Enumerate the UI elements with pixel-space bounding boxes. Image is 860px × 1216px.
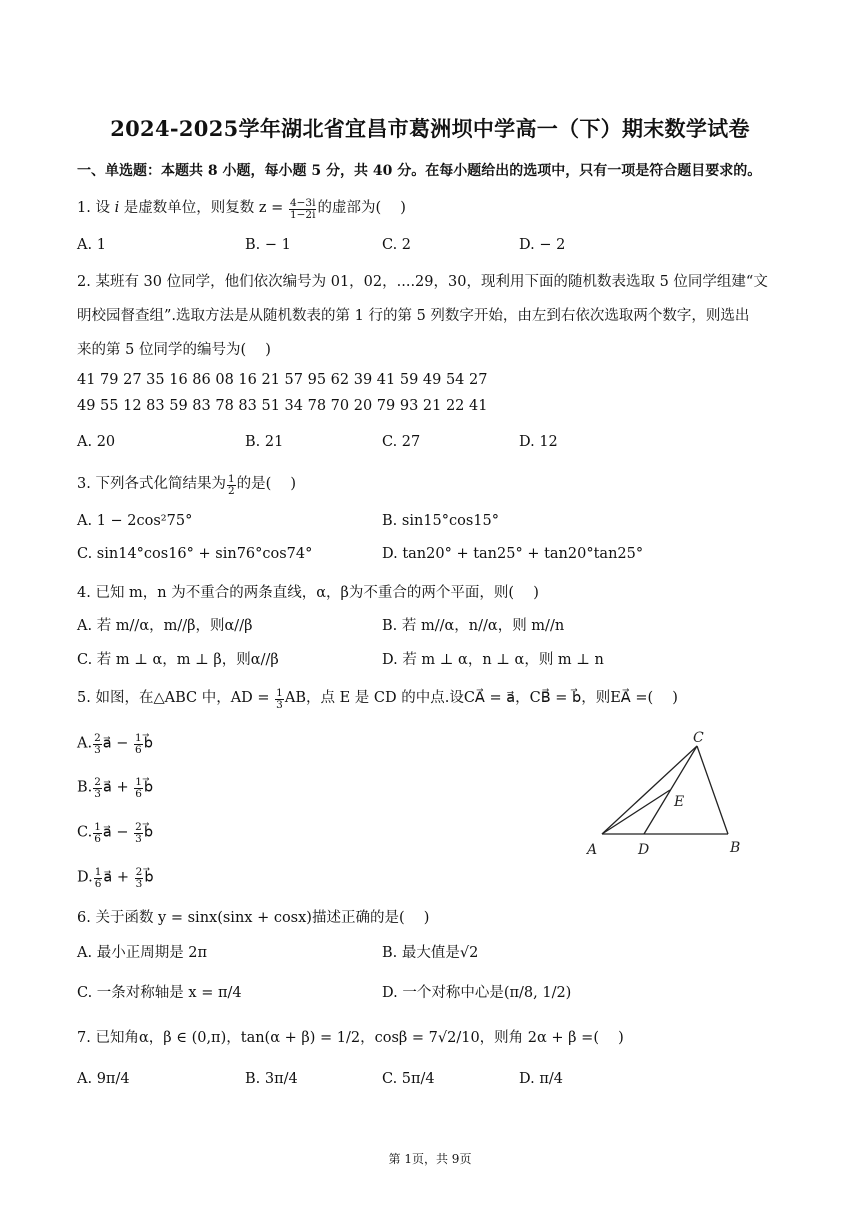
q1-frac-num: 4−3i <box>289 196 316 209</box>
q5-a-frac1 <box>93 733 102 756</box>
q5-c-n1: 1 <box>94 821 101 833</box>
q5-b-frac2 <box>134 777 143 800</box>
q1-option-d: D. − 2 <box>519 237 566 253</box>
edge-ac <box>602 746 697 834</box>
q3-fraction <box>227 474 236 497</box>
q1-text-a: 1. 设 <box>77 200 115 216</box>
q3-frac-num: 1 <box>227 472 235 485</box>
triangle-figure <box>582 726 782 866</box>
q5-c-frac2 <box>134 822 143 845</box>
q5-b-mid: a⃗ + <box>102 779 134 796</box>
q5-c-d1: 6 <box>94 833 101 846</box>
q5-option-a <box>77 733 153 756</box>
q5-b-end: b⃗ <box>143 779 154 796</box>
q2-random-table-row-2: 49 55 12 83 59 83 78 83 51 34 78 70 20 79 93 21 22 41 <box>77 398 488 414</box>
q2-option-d: D. 12 <box>519 434 558 450</box>
q2-stem-line-1: 2. 某班有 30 位同学，他们依次编号为 01，02，....29，30，现利用下面的随机数表选取 5 位同学组建“文 <box>77 274 768 290</box>
q5-a-mid: a⃗ − <box>102 735 134 752</box>
q5-b-label: B. <box>77 779 93 796</box>
q5-text-b: AB，点 E 是 CD 的中点.设CA⃗ = a⃗，CB⃗ = b⃗，则EA⃗ =( ) <box>284 690 678 706</box>
q4-option-d: D. 若 m ⊥ α，n ⊥ α，则 m ⊥ n <box>382 652 604 668</box>
q5-fraction <box>275 688 284 711</box>
question-1-stem <box>77 196 406 221</box>
q5-b-d1: 3 <box>94 788 101 801</box>
q5-c-mid: a⃗ − <box>102 824 134 841</box>
q7-option-d: D. π/4 <box>519 1071 563 1087</box>
edge-cb <box>697 746 728 834</box>
q5-option-d <box>77 867 154 890</box>
q1-fraction <box>289 198 317 221</box>
q5-c-n2: 2 <box>135 821 142 833</box>
label-e: E <box>674 794 685 810</box>
section-heading: 一、单选题：本题共 8 小题，每小题 5 分，共 40 分。在每小题给出的选项中，只有一项是符合题目要求的。 <box>77 163 762 179</box>
q3-frac-den: 2 <box>227 484 235 497</box>
q5-a-d1: 3 <box>94 744 101 757</box>
q5-d-n2: 2 <box>135 866 143 878</box>
q7-option-b: B. 3π/4 <box>245 1071 298 1087</box>
q5-d-d2: 3 <box>135 878 143 891</box>
question-4-stem: 4. 已知 m，n 为不重合的两条直线，α，β为不重合的两个平面，则( ) <box>77 585 539 601</box>
question-3-stem <box>77 472 296 497</box>
q5-d-n1: 1 <box>94 866 102 878</box>
q5-d-end: b⃗ <box>144 869 154 886</box>
q5-text-a: 5. 如图，在△ABC 中，AD = <box>77 690 275 706</box>
q3-option-a: A. 1 − 2cos²75° <box>77 513 193 529</box>
q5-b-n1: 2 <box>94 776 101 788</box>
q3-option-c: C. sin14°cos16° + sin76°cos74° <box>77 546 313 562</box>
q5-a-n1: 2 <box>94 732 101 744</box>
q5-c-end: b⃗ <box>143 824 154 841</box>
q5-a-end: b⃗ <box>143 735 153 752</box>
segment-cd <box>644 746 697 834</box>
q2-option-b: B. 21 <box>245 434 284 450</box>
q1-var: i <box>114 200 120 216</box>
page-footer: 第 1页，共 9页 <box>388 1152 472 1166</box>
question-7-stem: 7. 已知角α，β ∈ (0,π)，tan(α + β) = 1/2，cosβ = 7√2/10，则角 2α + β =( ) <box>77 1030 624 1046</box>
question-5-stem <box>77 686 678 711</box>
q2-stem-line-3: 来的第 5 位同学的编号为( ) <box>77 342 271 358</box>
q2-random-table-row-1: 41 79 27 35 16 86 08 16 21 57 95 62 39 41 59 49 54 27 <box>77 372 488 388</box>
q5-b-frac1 <box>93 777 102 800</box>
label-c: C <box>693 730 704 746</box>
q1-option-a: A. 1 <box>77 237 106 253</box>
q3-option-d: D. tan20° + tan25° + tan20°tan25° <box>382 546 644 562</box>
q2-option-c: C. 27 <box>382 434 421 450</box>
q5-a-d2: 6 <box>135 744 142 757</box>
q3-option-b: B. sin15°cos15° <box>382 513 499 529</box>
q5-d-mid: a⃗ + <box>103 869 134 886</box>
q6-option-d: D. 一个对称中心是(π/8, 1/2) <box>382 985 572 1001</box>
q5-d-d1: 6 <box>94 878 102 891</box>
segment-ae <box>602 790 670 834</box>
q1-option-b: B. − 1 <box>245 237 291 253</box>
q5-option-c <box>77 822 153 845</box>
page-title: 2024-2025学年湖北省宜昌市葛洲坝中学高一（下）期末数学试卷 <box>110 116 750 141</box>
question-6-stem: 6. 关于函数 y = sinx(sinx + cosx)描述正确的是( ) <box>77 910 430 926</box>
q6-option-c: C. 一条对称轴是 x = π/4 <box>77 985 242 1001</box>
label-a: A <box>587 842 598 858</box>
q1-text-c: 的虚部为( ) <box>317 200 406 216</box>
q5-d-frac1 <box>94 867 103 890</box>
q7-option-a: A. 9π/4 <box>77 1071 130 1087</box>
q5-a-label: A. <box>77 735 93 752</box>
q3-text-a: 3. 下列各式化简结果为 <box>77 476 226 492</box>
q2-stem-line-2: 明校园督查组”.选取方法是从随机数表的第 1 行的第 5 列数字开始，由左到右依次选取两个数字，则选出 <box>77 308 750 324</box>
q4-option-a: A. 若 m//α，m//β，则α//β <box>77 618 253 634</box>
q5-option-b <box>77 777 153 800</box>
q5-a-n2: 1 <box>135 732 142 744</box>
q4-option-b: B. 若 m//α，n//α，则 m//n <box>382 618 565 634</box>
q5-c-label: C. <box>77 824 93 841</box>
q5-c-d2: 3 <box>135 833 142 846</box>
q5-c-frac1 <box>93 822 102 845</box>
q4-option-c: C. 若 m ⊥ α，m ⊥ β，则α//β <box>77 652 279 668</box>
q5-b-n2: 1 <box>135 776 142 788</box>
q6-option-b: B. 最大值是√2 <box>382 945 479 961</box>
q5-d-frac2 <box>135 867 144 890</box>
label-b: B <box>730 840 741 856</box>
q5-frac-num: 1 <box>276 686 283 699</box>
q5-d-label: D. <box>77 869 93 886</box>
q2-option-a: A. 20 <box>77 434 116 450</box>
q6-option-a: A. 最小正周期是 2π <box>77 945 208 961</box>
q5-a-frac2 <box>134 733 143 756</box>
q5-frac-den: 3 <box>276 698 283 711</box>
label-d: D <box>638 842 650 858</box>
q1-option-c: C. 2 <box>382 237 412 253</box>
q5-b-d2: 6 <box>135 788 142 801</box>
q7-option-c: C. 5π/4 <box>382 1071 435 1087</box>
q3-text-b: 的是( ) <box>236 476 297 492</box>
q1-text-b: 是虚数单位，则复数 z = <box>119 200 288 216</box>
q1-frac-den: 1−2i <box>289 208 316 221</box>
